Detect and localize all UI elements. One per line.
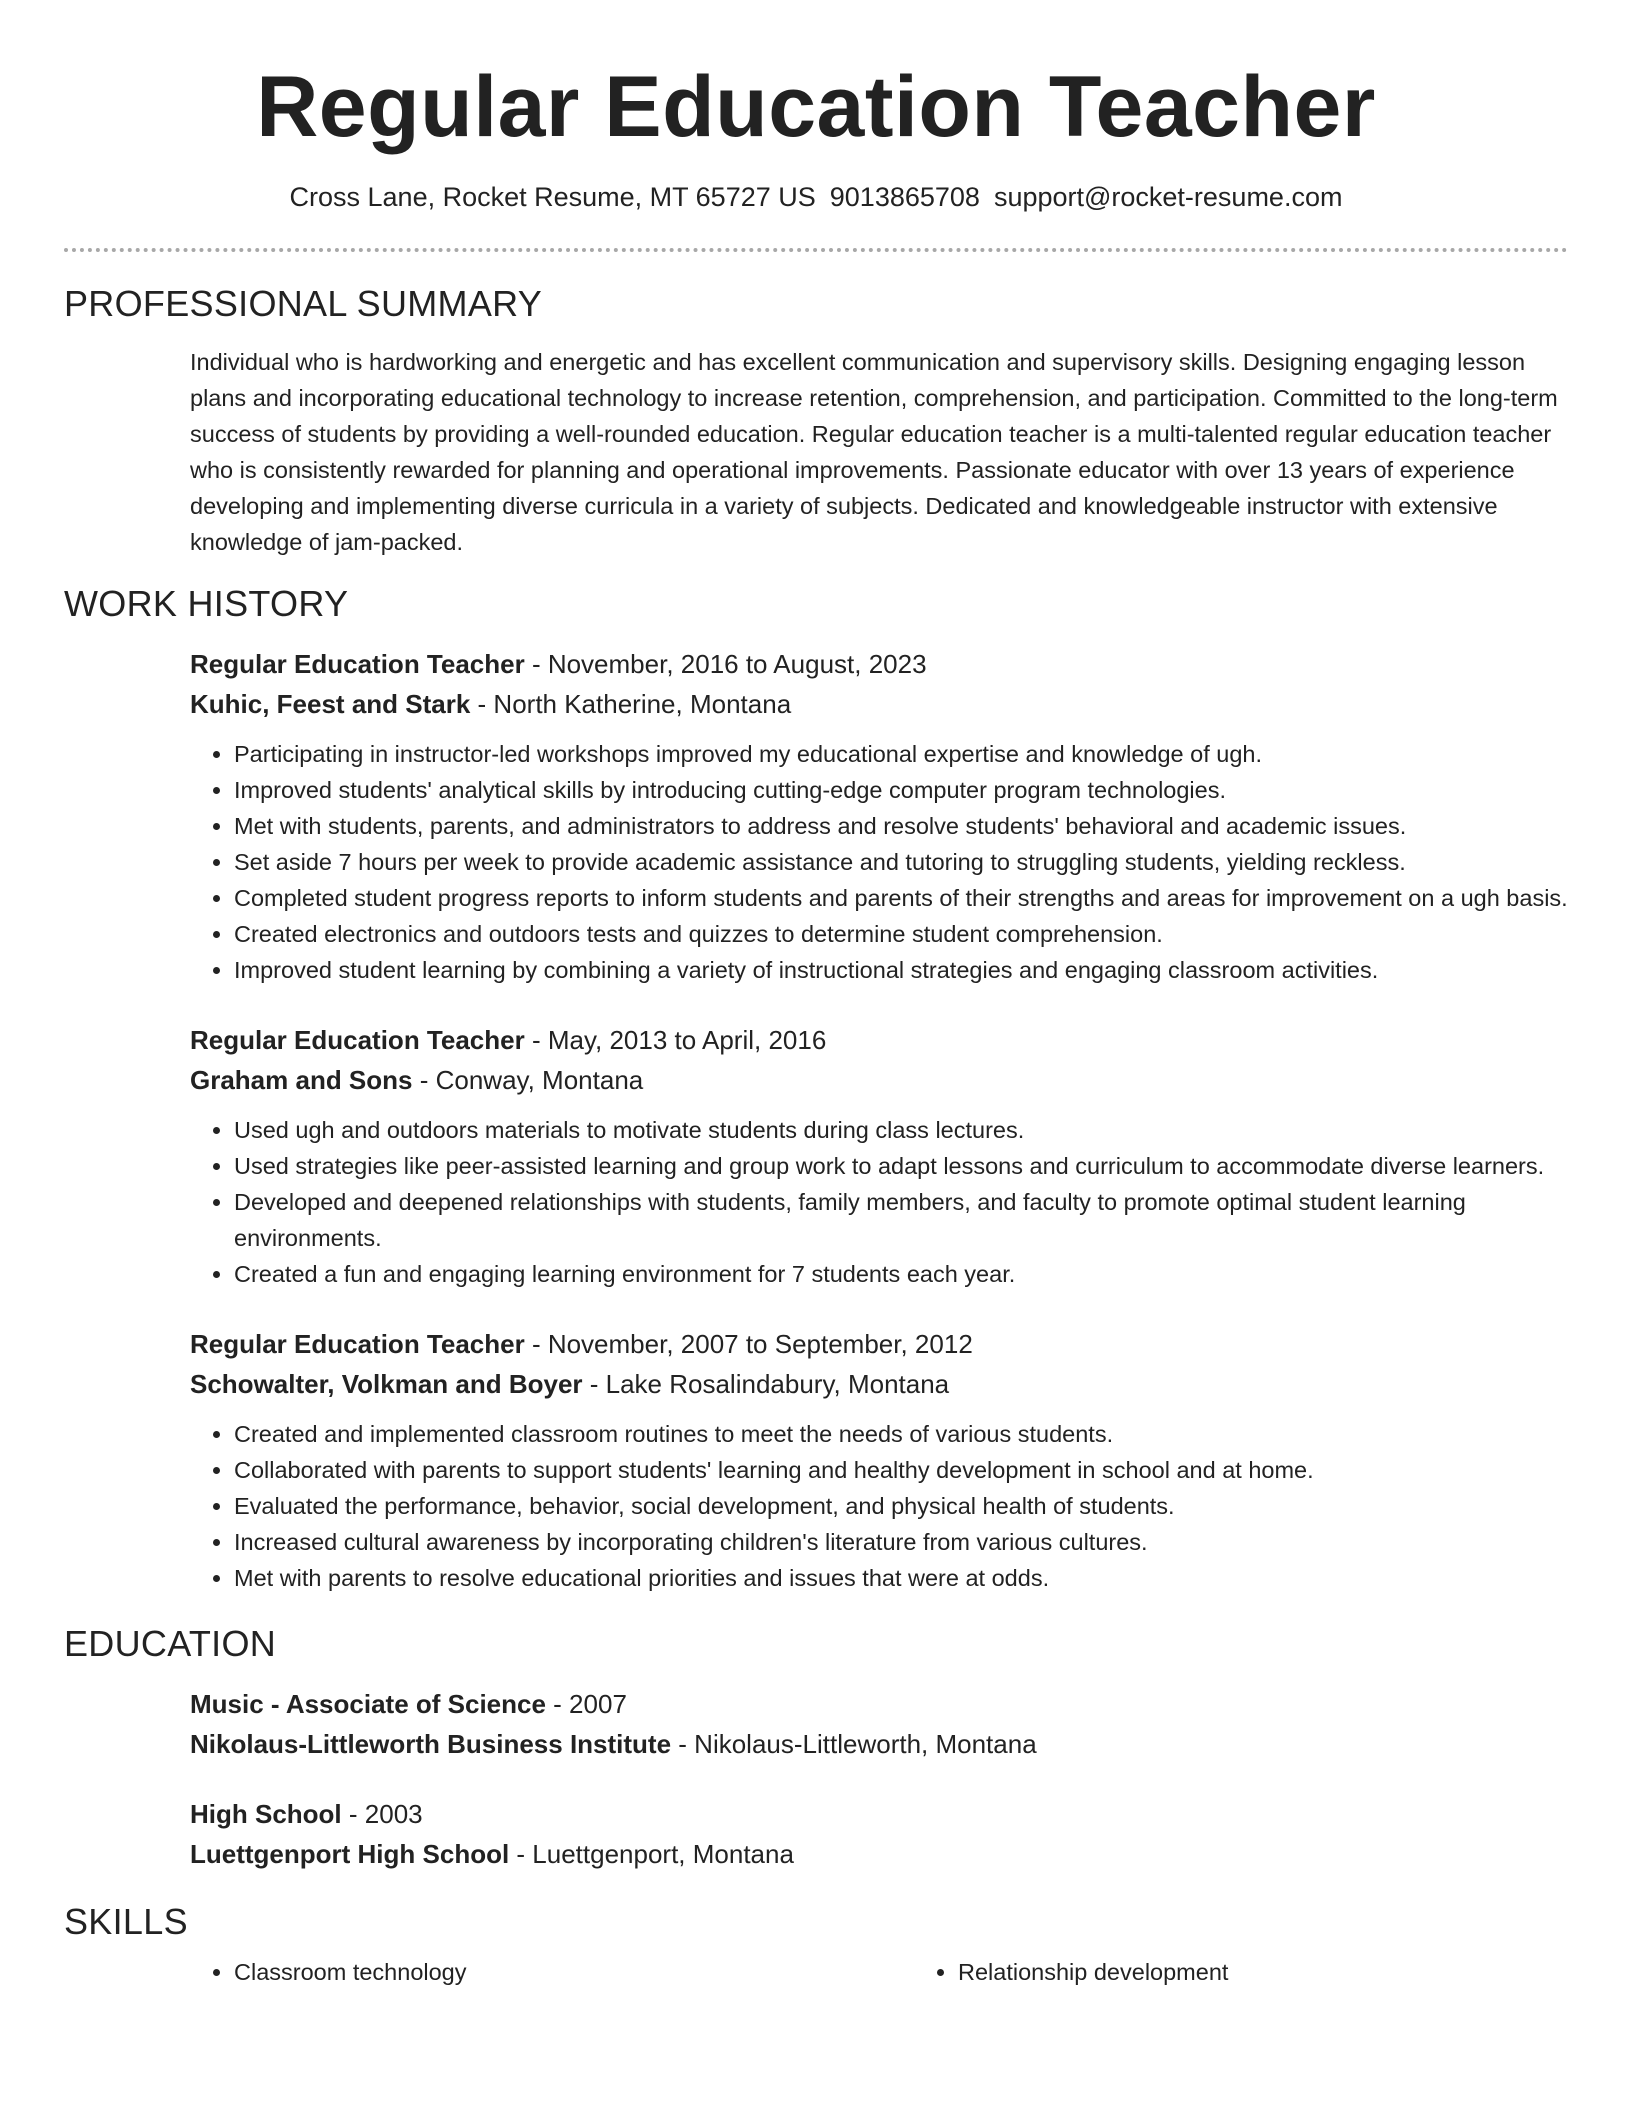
job-bullets [190,736,1568,988]
contact-phone: 9013865708 [829,182,980,212]
list-item: • Created and implemented classroom routines to meet the needs of various students. [234,1416,1568,1452]
list-item: • Completed student progress reports to inform students and parents of their strengths and areas for improvement on a ugh basis. [234,880,1568,916]
job-dates: - November, 2007 to September, 2012 [524,1329,973,1359]
education-school: Luettgenport High School [190,1839,510,1869]
skills-column-right [914,1954,1632,1990]
work-section [64,582,1568,1596]
job-role-line [190,644,1568,684]
summary-body [190,344,1568,560]
education-school: Nikolaus-Littleworth Business Institute [190,1729,672,1759]
work-title: WORK HISTORY [64,583,349,624]
skill-item: • Classroom technology [234,1954,914,1990]
job-location: - Lake Rosalindabury, Montana [582,1369,950,1399]
list-item: • Collaborated with parents to support students' learning and healthy development in school and at home. [234,1452,1568,1488]
job-location: - North Katherine, Montana [470,689,792,719]
skills-column-left [190,1954,914,1990]
job-company: Schowalter, Volkman and Boyer [190,1369,583,1399]
education-entry [190,1794,1568,1874]
contact-line [0,180,1632,214]
list-item: • Met with parents to resolve educational priorities and issues that were at odds. [234,1560,1568,1596]
job-company-line [190,684,1568,724]
education-section [64,1622,1568,1874]
list-item: • Improved student learning by combining a variety of instructional strategies and engaging classroom activities. [234,952,1568,988]
education-degree: High School [190,1799,342,1829]
resume-header [0,0,1632,214]
job-entry [190,1324,1568,1596]
job-role: Regular Education Teacher [190,649,525,679]
job-company-line [190,1060,1568,1100]
list-item: • Set aside 7 hours per week to provide academic assistance and tutoring to struggling students, yielding reckless. [234,844,1568,880]
list-item: • Developed and deepened relationships with students, family members, and faculty to promote optimal student learning environments. [234,1184,1568,1256]
job-role: Regular Education Teacher [190,1025,525,1055]
skills-title: SKILLS [64,1901,188,1942]
list-item: • Used strategies like peer-assisted learning and group work to adapt lessons and curriculum to accommodate diverse learners. [234,1148,1568,1184]
education-degree-line [190,1794,1568,1834]
list-item: • Created a fun and engaging learning environment for 7 students each year. [234,1256,1568,1292]
job-bullets [190,1416,1568,1596]
list-item: • Used ugh and outdoors materials to motivate students during class lectures. [234,1112,1568,1148]
skill-item: • Relationship development [958,1954,1632,1990]
education-degree-line [190,1684,1568,1724]
contact-address: Cross Lane, Rocket Resume, MT 65727 US [289,182,816,212]
contact-email: support@rocket-resume.com [993,182,1343,212]
header-divider [64,248,1568,252]
list-item: • Participating in instructor-led workshops improved my educational expertise and knowledge of ugh. [234,736,1568,772]
education-school-line [190,1724,1568,1764]
job-entry [190,1020,1568,1292]
job-role-line [190,1324,1568,1364]
skills-section [64,1900,1568,1990]
job-company: Kuhic, Feest and Stark [190,689,471,719]
job-bullets [190,1112,1568,1292]
job-role-line [190,1020,1568,1060]
job-entry [190,644,1568,988]
job-company: Graham and Sons [190,1065,413,1095]
list-item: • Evaluated the performance, behavior, social development, and physical health of students. [234,1488,1568,1524]
job-dates: - November, 2016 to August, 2023 [524,649,927,679]
education-degree: Music - Associate of Science [190,1689,546,1719]
education-school-line [190,1834,1568,1874]
job-location: - Conway, Montana [412,1065,644,1095]
job-company-line [190,1364,1568,1404]
job-dates: - May, 2013 to April, 2016 [524,1025,827,1055]
candidate-name: Regular Education Teacher [256,59,1376,155]
education-location: - Nikolaus-Littleworth, Montana [671,1729,1037,1759]
job-role: Regular Education Teacher [190,1329,525,1359]
list-item: • Improved students' analytical skills by introducing cutting-edge computer program technologies. [234,772,1568,808]
list-item: • Met with students, parents, and administrators to address and resolve students' behavioral and academic issues. [234,808,1568,844]
education-title: EDUCATION [64,1623,277,1664]
list-item: • Increased cultural awareness by incorporating children's literature from various cultures. [234,1524,1568,1560]
education-location: - Luettgenport, Montana [509,1839,794,1869]
list-item: • Created electronics and outdoors tests and quizzes to determine student comprehension. [234,916,1568,952]
skills-grid [190,1954,1568,1990]
summary-section [64,282,1568,560]
summary-title: PROFESSIONAL SUMMARY [64,283,543,324]
education-entry [190,1684,1568,1764]
education-year: - 2003 [341,1799,423,1829]
summary-text: Individual who is hardworking and energetic and has excellent communication and supervisory skills. Designing engaging lesson plans and incorporating educational technology to increase retention, comprehension, and participation. Committed to the long-term success of students by providing a well-rounded education. Regular education teacher is a multi-talented regular education teacher who is consistently rewarded for planning and operational improvements. Passionate educator with over 13 years of experience developing and implementing diverse curricula in a variety of subjects. Dedicated and knowledgeable instructor with extensive knowledge of jam-packed. [190,349,1558,555]
education-year: - 2007 [545,1689,627,1719]
